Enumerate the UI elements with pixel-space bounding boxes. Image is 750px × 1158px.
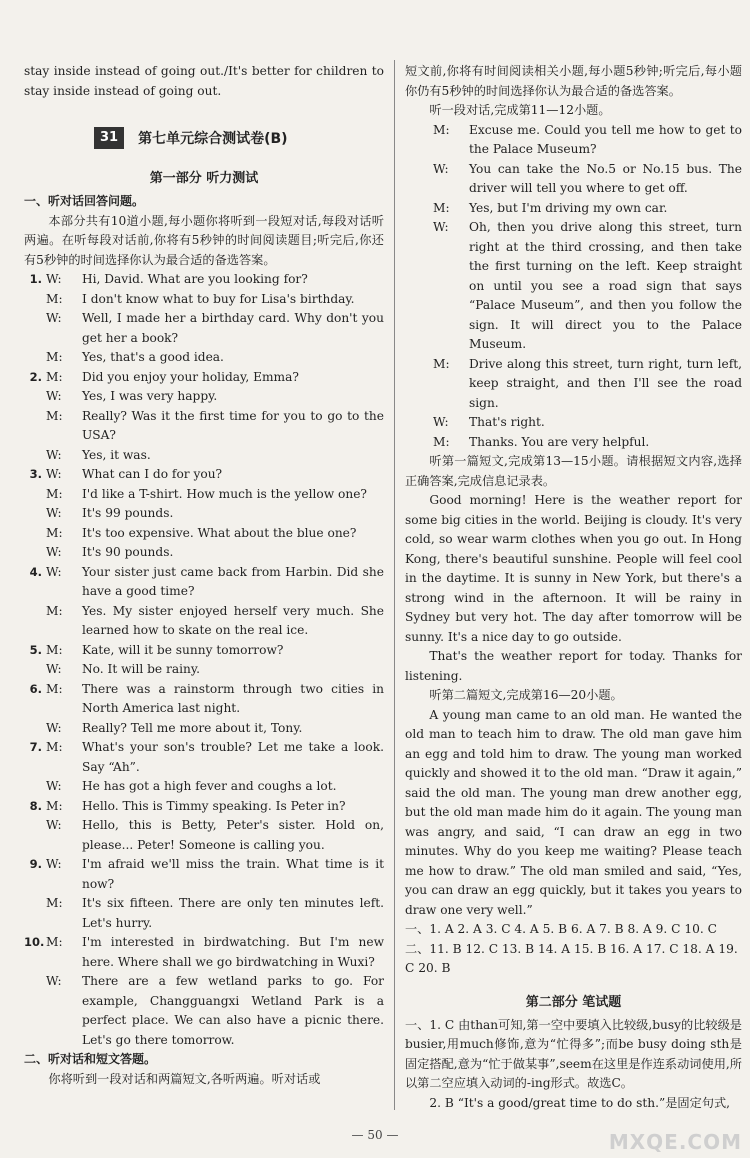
text2-title: 听第二篇短文,完成第16—20小题。 [429,688,623,702]
dialogue-text: Yes, but I'm driving my own car. [469,200,668,215]
speaker-label: W: [46,545,62,559]
question-number [24,290,42,310]
dialogue-text: Oh, then you drive along this street, turn right at the third crossing, and then take the first turning on the left. Keep straight on until you see a road sign that says “Palace Museum”, and then you follow the sign. It will direct you to the Palace Museum. [469,220,742,351]
dialogue-line [24,446,384,466]
dialogue-line [24,524,384,544]
question-number [24,660,42,680]
dialogue-text: I'd like a T-shirt. How much is the yellow one? [82,486,367,501]
unit-number-badge: 31 [94,127,124,149]
speaker-label: W: [433,161,449,176]
dialogue-line [24,972,384,1050]
question-number [24,309,42,348]
dialogue-line [24,719,384,739]
dialogue-line [24,894,384,933]
dialogue-text: Yes, I was very happy. [82,389,218,403]
question-number [24,485,42,505]
indent-spacer [405,121,429,160]
text2-paragraph: A young man came to an old man. He wanted the old man to teach him to draw. The old man gave him an egg and told him to draw. The young man worked quickly and showed it to the old man. “Draw it again,” said the old man. The young man drew another egg, but the old man made him do it again. The young man was angry, and said, “I can draw an egg in two minutes. Why do you keep me waiting? Please teach me how to draw.” The old man smiled and said, “Yes, you can draw an egg quickly, but it takes you years to draw one very well.” [405,707,742,917]
dialogue-text: Yes. My sister enjoyed herself very much. She learned how to skate on the real ice. [82,603,384,637]
speaker-label: W: [46,857,62,871]
dialogue-line [24,504,384,524]
dialogue-text: Thanks. You are very helpful. [469,434,650,449]
text1-paragraph-1: Good morning! Here is the weather report for some big cities in the world. Beijing is cloudy. It's very cold, so wear warm clothes when you go out. In Hong Kong, there's beautiful sunshine. People will feel cool in the daytime. It is sunny in New York, but there's a strong wind in the afternoon. It will be rainy in Sydney but very hot. The day after tomorrow will be sunny. It's a nice day to go outside. [405,493,742,644]
dialogue-text: Yes, it was. [82,447,151,462]
dialogue-line [405,218,742,355]
dialogue-text: Yes, that's a good idea. [82,350,224,364]
speaker-label: W: [46,779,62,793]
dialogue-text: He has got a high fever and coughs a lot. [82,779,337,793]
speaker-label: M: [46,350,63,364]
dialogue-line [24,543,384,563]
dialogue-text: There was a rainstorm through two cities in North America last night. [82,681,384,715]
indent-spacer [405,160,429,199]
dialogue-text: Kate, will it be sunny tomorrow? [82,642,284,657]
dialogue-line [24,290,384,310]
dialogue-line [405,121,742,160]
dialogue-line [24,777,384,797]
speaker-label: W: [46,311,62,325]
dialogue-line [24,680,384,719]
dialogue-line [24,407,384,446]
dialogue-text: It's 99 pounds. [82,506,174,520]
speaker-label: W: [46,272,62,286]
dialogue-text: That's right. [469,415,545,429]
speaker-label: M: [46,681,63,696]
speaker-label: W: [46,662,62,676]
question-number [24,387,42,407]
question-number [24,446,42,466]
question-number: 7. [29,740,42,754]
question-number [24,719,42,739]
question-number: 6. [29,681,42,696]
dialogue-line [405,413,742,433]
speaker-label: W: [46,720,62,735]
question-number: 2. [29,369,42,384]
speaker-label: W: [46,389,62,403]
indent-spacer [405,413,429,433]
explanation-1: 一、1. C 由than可知,第一空中要填入比较级,busy的比较级是busier,用much修饰,意为“忙得多”;而be busy doing sth是固定搭配,意为“忙于做某事”,seem在这里是作连系动词使用,所以第二空应填入动词的-ing形式。故选C。 [405,1017,742,1090]
part1-title: 第一部分 听力测试 [149,171,259,186]
section1-title: 一、听对话回答问题。 [24,194,145,208]
section2-intro: 你将听到一段对话和两篇短文,各听两遍。听对话或 [48,1071,321,1086]
dialogue-text: I don't know what to buy for Lisa's birthday. [82,291,355,306]
page-number: — 50 — [351,1128,399,1142]
part2-title: 第二部分 笔试题 [525,994,622,1010]
speaker-label: M: [46,486,63,501]
dialogue-line [24,933,384,972]
question-number [24,407,42,446]
left-column [24,0,384,1098]
question-number: 1. [29,272,42,286]
dialogue-text: It's 90 pounds. [82,545,174,559]
dialogue-text: Really? Tell me more about it, Tony. [82,720,303,735]
speaker-label: M: [46,369,63,384]
speaker-label: M: [46,291,63,306]
dialogue-line [24,641,384,661]
question-number [24,894,42,933]
dialogue-text: No. It will be rainy. [82,662,200,676]
dialogue-line [405,160,742,199]
dialogue-line [24,855,384,894]
speaker-label: M: [46,525,63,540]
section1-intro: 本部分共有10道小题,每小题你将听到一段短对话,每段对话听两遍。在听每段对话前,你将有5秒钟的时间阅读题目;听完后,你还有5秒钟的时间选择你认为最合适的备选答案。 [24,213,384,267]
text1-paragraph-2: That's the weather report for today. Thanks for listening. [405,649,742,683]
indent-spacer [405,433,429,453]
speaker-label: M: [433,434,450,449]
dialogue-text: Did you enjoy your holiday, Emma? [82,369,299,384]
dialogue-text: Drive along this street, turn right, turn left, keep straight, and then I'll see the road sign. [469,356,742,410]
speaker-label: M: [433,356,450,371]
question-number: 8. [29,798,42,813]
conversation [405,121,742,453]
dialogue-text: I'm afraid we'll miss the train. What time is it now? [82,857,384,891]
dialogue-line [24,309,384,348]
answers-part1: 一、1. A 2. A 3. C 4. A 5. B 6. A 7. B 8. A 9. C 10. C [405,922,717,936]
dialogue-text: Hello, this is Betty, Peter's sister. Hold on, please... Peter! Someone is calling you. [82,818,384,852]
answers-part2: 二、11. B 12. C 13. B 14. A 15. B 16. A 17. C 18. A 19. C 20. B [405,941,738,975]
dialogue-line [405,199,742,219]
question-number: 4. [29,564,42,579]
dialogue-text: It's six fifteen. There are only ten minutes left. Let's hurry. [82,896,384,930]
dialogue-text: Hello. This is Timmy speaking. Is Peter in? [82,798,346,813]
indent-spacer [405,218,429,355]
dialogue-text: Really? Was it the first time for you to go to the USA? [82,408,384,442]
unit-title [94,127,384,149]
speaker-label: W: [433,220,449,234]
intro-text: stay inside instead of going out./It's better for children to stay inside instead of going out. [24,64,384,98]
dialogue-text: I'm interested in birdwatching. But I'm new here. Where shall we go birdwatching in Wuxi? [82,935,384,969]
dialogue-line [24,816,384,855]
dialogue-line [24,465,384,485]
dialogue-line [24,602,384,641]
dialogue-text: There are a few wetland parks to go. For example, Changguangxi Wetland Park is a perfect place. We can also have a picnic there. Let's go there tomorrow. [82,974,384,1047]
speaker-label: W: [46,974,62,988]
question-number [24,777,42,797]
speaker-label: M: [433,122,450,137]
question-number [24,972,42,1050]
dialogue-text: Well, I made her a birthday card. Why don't you get her a book? [82,311,384,345]
dialogue-line [405,355,742,414]
dialogue-line [24,485,384,505]
dialogue-text: You can take the No.5 or No.15 bus. The driver will tell you where to get off. [469,161,742,195]
explanation-2: 2. B “It's a good/great time to do sth.”是固定句式, [429,1095,731,1110]
dialogue-line [405,433,742,453]
watermark-logo: MXQE.COM [608,1130,742,1154]
text1-title: 听第一篇短文,完成第13—15小题。请根据短文内容,选择正确答案,完成信息记录表。 [405,454,742,488]
question-number: 10. [24,935,45,949]
speaker-label: W: [46,818,62,832]
dialogue-text: Hi, David. What are you looking for? [82,272,308,286]
unit-title-text: 第七单元综合测试卷(B) [138,131,288,147]
question-number [24,524,42,544]
speaker-label: W: [46,506,62,520]
dialogue-line [24,660,384,680]
question-number [24,602,42,641]
speaker-label: M: [46,603,63,618]
dialogue-line [24,368,384,388]
speaker-label: W: [46,564,62,579]
dialogue-text: Your sister just came back from Harbin. Did she have a good time? [82,564,384,598]
dialogue-line [24,738,384,777]
section2-intro-continued: 短文前,你将有时间阅读相关小题,每小题5秒钟;听完后,每小题你仍有5秒钟的时间选择你认为最合适的备选答案。 [405,64,742,98]
question-number [24,816,42,855]
column-divider [394,60,395,1110]
question-number: 9. [29,857,42,871]
question-number [24,543,42,563]
indent-spacer [405,355,429,414]
speaker-label: M: [46,408,63,423]
conversation-title: 听一段对话,完成第11—12小题。 [429,103,611,117]
section2-title: 二、听对话和短文答题。 [24,1052,157,1066]
speaker-label: W: [46,467,62,481]
dialogue-list [24,270,384,1050]
speaker-label: W: [46,447,62,462]
dialogue-line [24,563,384,602]
question-number [24,504,42,524]
speaker-label: M: [46,798,63,813]
dialogue-text: Excuse me. Could you tell me how to get to the Palace Museum? [469,122,742,156]
speaker-label: W: [433,415,449,429]
right-column [405,0,742,1110]
question-number: 3. [29,467,42,481]
indent-spacer [405,199,429,219]
dialogue-text: What can I do for you? [82,467,223,481]
dialogue-line [24,270,384,290]
speaker-label: M: [46,896,63,910]
speaker-label: M: [433,200,450,215]
dialogue-line [24,387,384,407]
dialogue-line [24,348,384,368]
speaker-label: M: [46,642,63,657]
speaker-label: M: [46,740,63,754]
speaker-label: M: [46,935,63,949]
dialogue-text: What's your son's trouble? Let me take a look. Say “Ah”. [82,740,384,774]
question-number [24,348,42,368]
dialogue-line [24,797,384,817]
question-number: 5. [29,642,42,657]
dialogue-text: It's too expensive. What about the blue one? [82,525,357,540]
